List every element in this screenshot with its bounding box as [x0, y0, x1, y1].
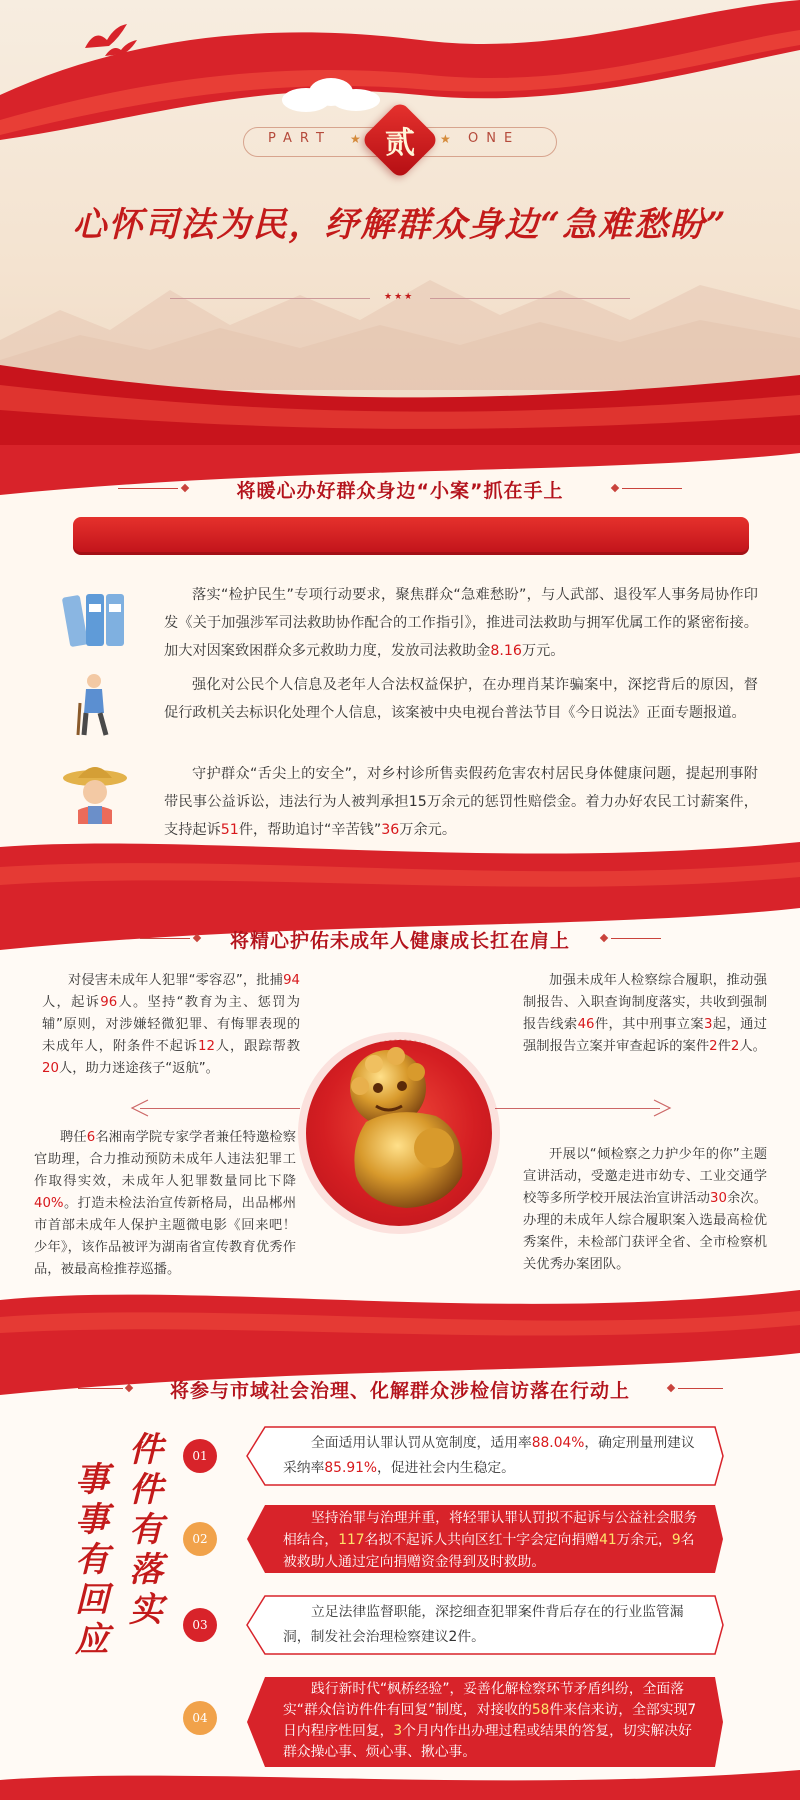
section-minors	[0, 900, 800, 1345]
red-banner	[73, 517, 749, 555]
section-bottom-ribbon-icon	[0, 827, 800, 900]
section-heading: 将参与市域社会治理、化解群众涉检信访落在行动上	[169, 1380, 630, 1402]
item-number-badge: 04	[183, 1701, 217, 1735]
block-lecture-campaign: 开展以“倾检察之力护少年的你”主题宣讲活动，受邀走进市幼专、工业交通学校等多所学校开展法治宣讲活动30余次。办理的未成年人综合履职案入选最高检优秀案件，未检部门获评全省、全市检察机关优秀办案团队。	[523, 1147, 768, 1272]
doves-icon	[75, 18, 145, 63]
paragraph-food-safety: 守护群众“舌尖上的安全”，对乡村诊所售卖假药危害农村居民身体健康问题，提起刑事附带民事公益诉讼，违法行为人被判承担15万余元的惩罚性赔偿金。着力办好农民工讨薪案件，支持起诉51件，帮助追讨“辛苦钱”36万余元。	[164, 766, 758, 838]
golden-lion-icon	[326, 1036, 486, 1216]
list-item	[245, 1594, 725, 1656]
section-bottom-ribbon-icon	[0, 1275, 800, 1345]
slogan-implement: 件 件 有 落 实	[129, 1430, 163, 1630]
block-mandatory-report: 加强未成年人检察综合履职，推动强制报告、入职查询制度落实，共收到强制报告线索46件，其中刑事立案3起，通过强制报告立案并审查起诉的案件2件2人。	[523, 973, 768, 1054]
section-bottom-ribbon-icon	[0, 1760, 800, 1800]
arrow-right-icon	[652, 1098, 674, 1118]
paragraph-relief: 落实“检护民生”专项行动要求，聚焦群众“急难愁盼”，与人武部、退役军人事务局协作印发《关于加强涉军司法救助协作配合的工作指引》，推进司法救助与拥军优属工作的紧密衔接。加大对因案致困群众多元救助力度，发放司法救助金8.16万元。	[164, 587, 758, 659]
star-icon: ★	[350, 132, 361, 146]
binders-icon	[62, 590, 130, 648]
block-expert-assistants: 聘任6名湘南学院专家学者兼任特邀检察官助理，合力推动预防未成年人违法犯罪工作取得实效，未成年人犯罪数量同比下降40%。打造未检法治宣传新格局，出品郴州市首部未成年人保护主题微电影《回来吧！少年》，该作品被评为湖南省宣传教育优秀作品，被最高检推荐巡播。	[34, 1130, 297, 1277]
item-text: 践行新时代“枫桥经验”，妥善化解检察环节矛盾纠纷，全面落实“群众信访件件有回复”制度，对接收的58件来信来访，全部实现7日内程序性回复，3个月内作出办理过程或结果的答复，切实解决好群众操心事、烦心事、揪心事。	[283, 1681, 697, 1760]
farmer-icon	[60, 762, 130, 824]
star-icon: ★	[440, 132, 451, 146]
heading-line	[678, 1388, 723, 1389]
section-heading: 将精心护佑未成年人健康成长扛在肩上	[229, 930, 570, 952]
paragraph-elderly: 强化对公民个人信息及老年人合法权益保护，在办理肖某诈骗案中，深挖背后的原因，督促行政机关去标识化处理个人信息，该案被中央电视台普法节目《今日说法》正面专题报道。	[164, 677, 758, 721]
section-heading: 将暖心办好群众身边“小案”抓在手上	[236, 480, 564, 502]
heading-line	[611, 938, 661, 939]
section-social-governance	[0, 1345, 800, 1800]
page-title: 心怀司法为民，纾解群众身边“急难愁盼”	[72, 205, 728, 245]
list-item	[245, 1503, 725, 1575]
slogan-respond: 事 事 有 回 应	[75, 1460, 109, 1660]
item-text: 坚持治罪与治理并重，将轻罪认罪认罚拟不起诉与公益社会服务相结合，117名拟不起诉人共向区红十字会定向捐赠41万余元，9名被救助人通过定向捐赠资金得到及时救助。	[283, 1510, 698, 1570]
divider	[170, 298, 370, 299]
item-number-badge: 01	[183, 1439, 217, 1473]
item-text: 全面适用认罪认罚从宽制度，适用率88.04%，确定刑量刑建议采纳率85.91%，促进社会内生稳定。	[283, 1435, 695, 1476]
arrow-left-icon	[128, 1098, 150, 1118]
part-one-label: ONE	[468, 131, 521, 146]
stars-icon: ★★★	[384, 292, 415, 302]
elderly-person-icon	[72, 673, 122, 737]
arrow-right-line	[495, 1108, 660, 1109]
list-item	[245, 1425, 725, 1487]
cloud-icon	[276, 74, 386, 114]
part-number: 贰	[385, 126, 415, 161]
section-small-cases	[0, 445, 800, 900]
heading-line	[622, 488, 682, 489]
header-banner	[0, 0, 800, 445]
arrow-left-line	[140, 1108, 300, 1109]
list-item	[245, 1675, 725, 1769]
part-label: PART	[268, 131, 332, 146]
bottom-ribbon-icon	[0, 355, 800, 445]
item-number-badge: 02	[183, 1522, 217, 1556]
item-text: 立足法律监督职能，深挖细查犯罪案件背后存在的行业监管漏洞，制发社会治理检察建议2件。	[283, 1604, 684, 1645]
item-number-badge: 03	[183, 1608, 217, 1642]
divider	[430, 298, 630, 299]
block-zero-tolerance: 对侵害未成年人犯罪“零容忍”，批捕94人，起诉96人。坚持“教育为主、惩罚为辅”原则，对涉嫌轻微犯罪、有悔罪表现的未成年人，附条件不起诉12人，跟踪帮教20人，助力迷途孩子“返航”。	[42, 973, 301, 1076]
